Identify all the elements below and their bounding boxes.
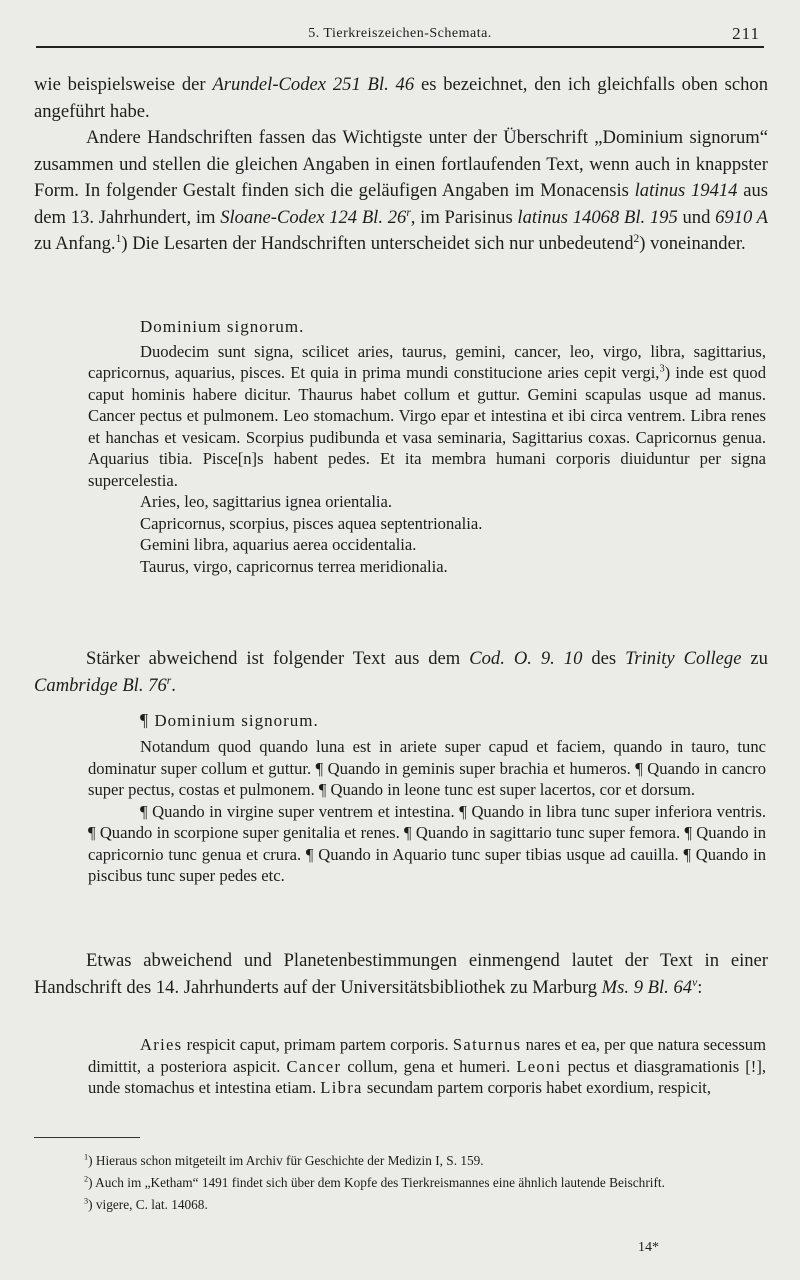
- footnote-ref: 1: [115, 232, 122, 245]
- text-run: zu: [741, 648, 768, 669]
- text-run: ) Die Lesarten der Handschriften unterscheidet sich nur unbedeutend: [121, 233, 634, 254]
- footnote: $^2$) Auch im „Ketham“ 1491 findet sich über dem Kopfe des Tierkreismannes eine ähnlich lautende Beischrift.: [84, 1174, 665, 1190]
- paragraph-2: [34, 125, 768, 258]
- element-line: Gemini libra, aquarius aerea occidentalia.: [140, 535, 417, 554]
- manuscript-reference: Trinity College: [625, 648, 742, 669]
- footnote-ref: 2: [633, 232, 640, 245]
- element-line: Aries, leo, sagittarius ignea orientalia.: [140, 492, 393, 511]
- manuscript-reference: latinus 19414: [634, 180, 738, 201]
- footnote-rule: [34, 1137, 140, 1138]
- footnote: $^1$) Hieraus schon mitgeteilt im Archiv für Geschichte der Medizin I, S. 159.: [84, 1152, 484, 1168]
- text-run: ) voneinander.: [639, 233, 746, 254]
- signature-mark: 14*: [638, 1240, 659, 1255]
- element-line: Capricornus, scorpius, pisces aquea septentrionalia.: [140, 513, 483, 533]
- manuscript-reference: Ms. 9 Bl. 64$^v$: [601, 976, 698, 998]
- paragraph-3: [34, 646, 768, 699]
- manuscript-reference: Sloane-Codex 124 Bl. 26$^r$: [220, 206, 411, 228]
- text-run: .: [171, 674, 176, 696]
- text-run: Andere Handschriften fassen das Wichtigste unter der Überschrift „Dominium signorum“ zusammen und stellen die gleichen Angaben in einen fortlaufenden Text, wenn auch in knappster Form. In folgender Gestalt finden sich die geläufigen Angaben im Monacensis: [34, 127, 768, 201]
- latin-text-dominium-1: [88, 316, 766, 577]
- latin-body: Aries respicit caput, primam partem corporis. Saturnus nares et ea, per que natura secessum dimittit, a posteriora aspicit. Cancer collum, gena et humeri. Leoni pectus et diasgramationis [!], unde stomachus et intestina etiam. Libra secundam partem corporis habet exordium, respicit,: [88, 1035, 766, 1097]
- latin-text-marburg: [88, 1034, 766, 1099]
- manuscript-reference: Cod. O. 9. 10: [469, 648, 583, 669]
- footnote: $^3$) vigere, C. lat. 14068.: [84, 1196, 208, 1212]
- latin-body: ¶ Quando in virgine super ventrem et intestina. ¶ Quando in libra tunc super inferiora ventris. ¶ Quando in scorpione super genitalia et renes. ¶ Quando in sagittario tunc super femora. ¶ Quando in capricornio tunc genua et crura. ¶ Quando in Aquario tunc super tibias usque ad cauilla. ¶ Quando in piscibus tunc super pedes etc.: [88, 801, 766, 885]
- text-run: und: [677, 206, 716, 228]
- running-header: [36, 22, 764, 46]
- text-run: es bezeichnet, den ich gleichfalls oben schon angeführt habe.: [34, 74, 768, 122]
- text-run: des: [582, 648, 626, 669]
- latin-heading: Dominium signorum.: [140, 317, 305, 336]
- text-run: :: [697, 976, 703, 998]
- latin-text-dominium-2-body: [88, 736, 766, 887]
- paragraph-1: [34, 72, 768, 125]
- footnotes: [34, 1150, 768, 1216]
- manuscript-reference: 6910 A: [715, 206, 769, 228]
- text-run: wie beispielsweise der: [34, 74, 213, 95]
- text-run: zu Anfang.: [34, 233, 116, 254]
- running-header-title: 5. Tierkreiszeichen-Schemata.: [308, 26, 492, 41]
- page-number: 211: [732, 24, 760, 43]
- footnote-ref: 3: [659, 363, 665, 375]
- text-run: Stärker abweichend ist folgender Text aus dem: [86, 648, 470, 669]
- latin-body: Duodecim sunt signa, scilicet aries, taurus, gemini, cancer, leo, virgo, libra, sagittarius, capricornus, aquarius, pisces. Et quia in prima mundi constitucione aries cepit vergi,$^3$) inde est quod caput hominis habere dicitur. Thaurus habet collum et guttur. Gemini scapulas usque ad manus. Cancer pectus et pulmonem. Leo stomachum. Virgo epar et intestina et ibi circa ventrem. Libra renes et hanchas et vesicam. Scorpius pudibunda et vasa seminaria, Sagittarius coxas. Capricornus genua. Aquarius tibia. Pisce[n]s habent pedes. Et ita membra humani corporis diuiduntur per signa supercelestia.: [88, 341, 766, 490]
- latin-body: Notandum quod quando luna est in ariete super capud et faciem, quando in tauro, tunc dominatur super collum et guttur. ¶ Quando in geminis super brachia et humeros. ¶ Quando in cancro super pectus, costas et pulmonem. ¶ Quando in leone tunc est super lacertos, cor et dorsum.: [88, 737, 766, 799]
- text-run: aus dem 13. Jahrhundert, im: [34, 180, 769, 228]
- manuscript-reference: Cambridge Bl. 76$^r$: [34, 674, 172, 696]
- latin-text-dominium-2: [88, 710, 766, 732]
- header-rule: [36, 46, 764, 48]
- pilcrow-icon: ¶: [140, 710, 150, 730]
- manuscript-reference: latinus 14068 Bl. 195: [517, 206, 678, 228]
- text-run: Etwas abweichend und Planetenbestimmungen einmengend lautet der Text in einer Handschrift des 14. Jahrhunderts auf der Universitätsbibliothek zu Marburg: [34, 950, 768, 998]
- latin-heading: ¶ Dominium signorum.: [140, 710, 319, 730]
- paragraph-4: [34, 948, 768, 1001]
- text-run: , im Parisinus: [410, 206, 518, 228]
- manuscript-reference: Arundel-Codex 251 Bl. 46: [212, 74, 415, 95]
- element-line: Taurus, virgo, capricornus terrea meridionalia.: [140, 556, 448, 576]
